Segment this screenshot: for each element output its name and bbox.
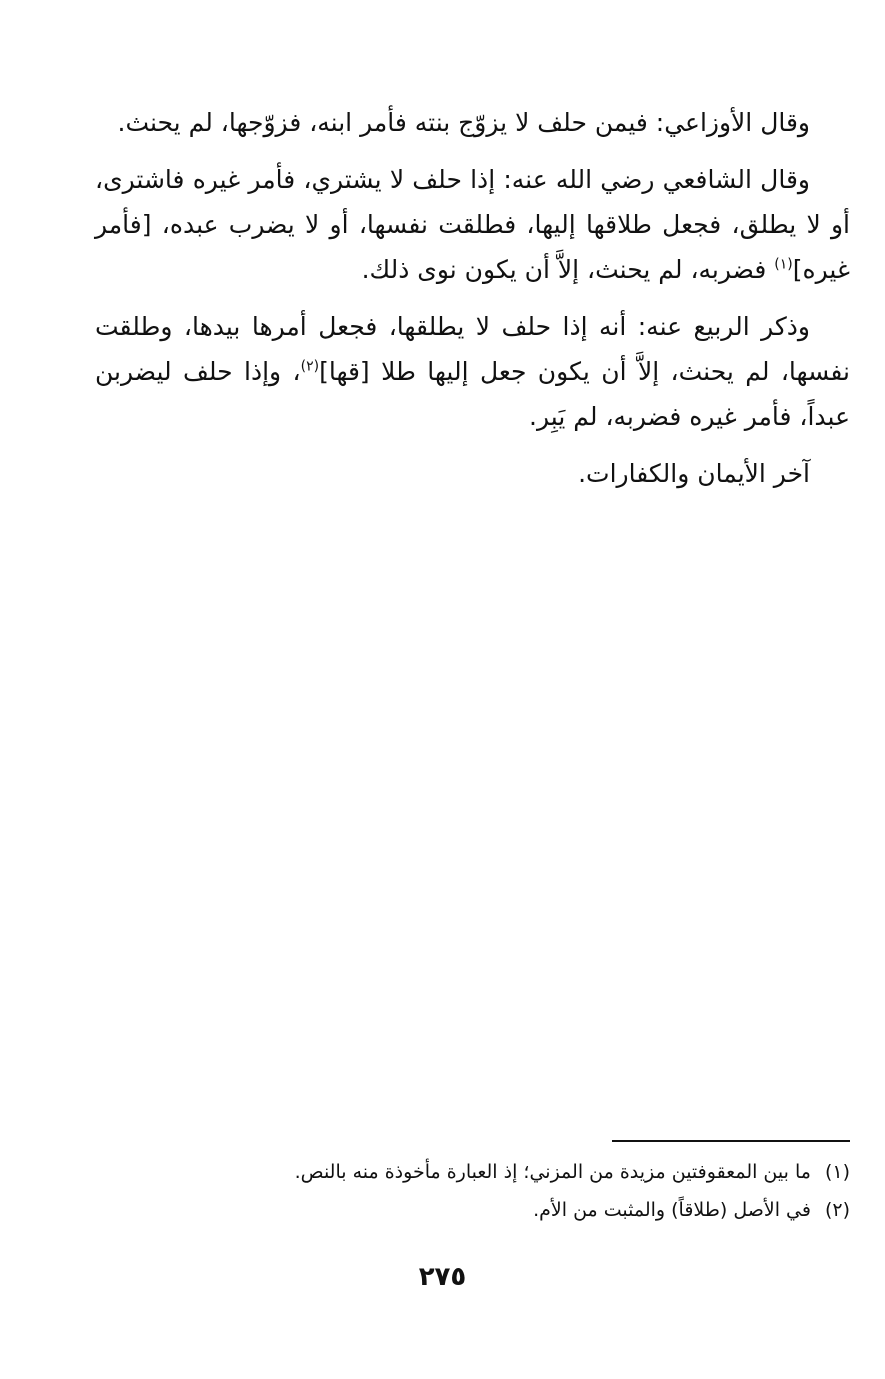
footnote-ref-1: (١) xyxy=(774,256,793,273)
footnote-text: في الأصل (طلاقاً) والمثبت من الأم. xyxy=(533,1199,811,1221)
paragraph-rabi xyxy=(95,304,850,439)
footnote-number: (٢) xyxy=(824,1199,850,1221)
chapter-end-note: آخر الأيمان والكفارات. xyxy=(578,459,810,488)
paragraph-text: وذكر الربيع عنه: أنه إذا حلف لا يطلقها، فجعل أمرها بيدها، وطلقت نفسها، لم يحنث، إلاَّ أن يكون جعل إليها طلا [قها] xyxy=(95,312,850,386)
main-text xyxy=(95,100,850,496)
footnote-item xyxy=(200,1153,850,1191)
paragraph-awzai xyxy=(95,100,850,145)
footnote-ref-2: (٢) xyxy=(300,358,320,375)
footnote-item xyxy=(200,1191,850,1229)
footnotes xyxy=(200,1153,850,1229)
page-number: ٢٧٥ xyxy=(418,1262,467,1292)
footnote-number: (١) xyxy=(824,1161,850,1183)
footnote-text: ما بين المعقوفتين مزيدة من المزني؛ إذ العبارة مأخوذة منه بالنص. xyxy=(294,1161,811,1183)
footnote-divider xyxy=(612,1140,850,1142)
paragraph-shafii xyxy=(95,157,850,292)
paragraph-text: وقال الأوزاعي: فيمن حلف لا يزوّج بنته فأمر ابنه، فزوّجها، لم يحنث. xyxy=(117,108,810,137)
paragraph-text: ، وإذا حلف ليضربن عبداً، فأمر غيره فضربه، لم يَبِر. xyxy=(95,357,850,431)
paragraph-text: وقال الشافعي رضي الله عنه: إذا حلف لا يشتري، فأمر غيره فاشترى، أو لا يطلق، فجعل طلاقها إليها، فطلقت نفسها، أو لا يضرب عبده، [فأمر غيره] xyxy=(95,165,850,284)
paragraph-text: فضربه، لم يحنث، إلاَّ أن يكون نوى ذلك. xyxy=(361,255,775,284)
